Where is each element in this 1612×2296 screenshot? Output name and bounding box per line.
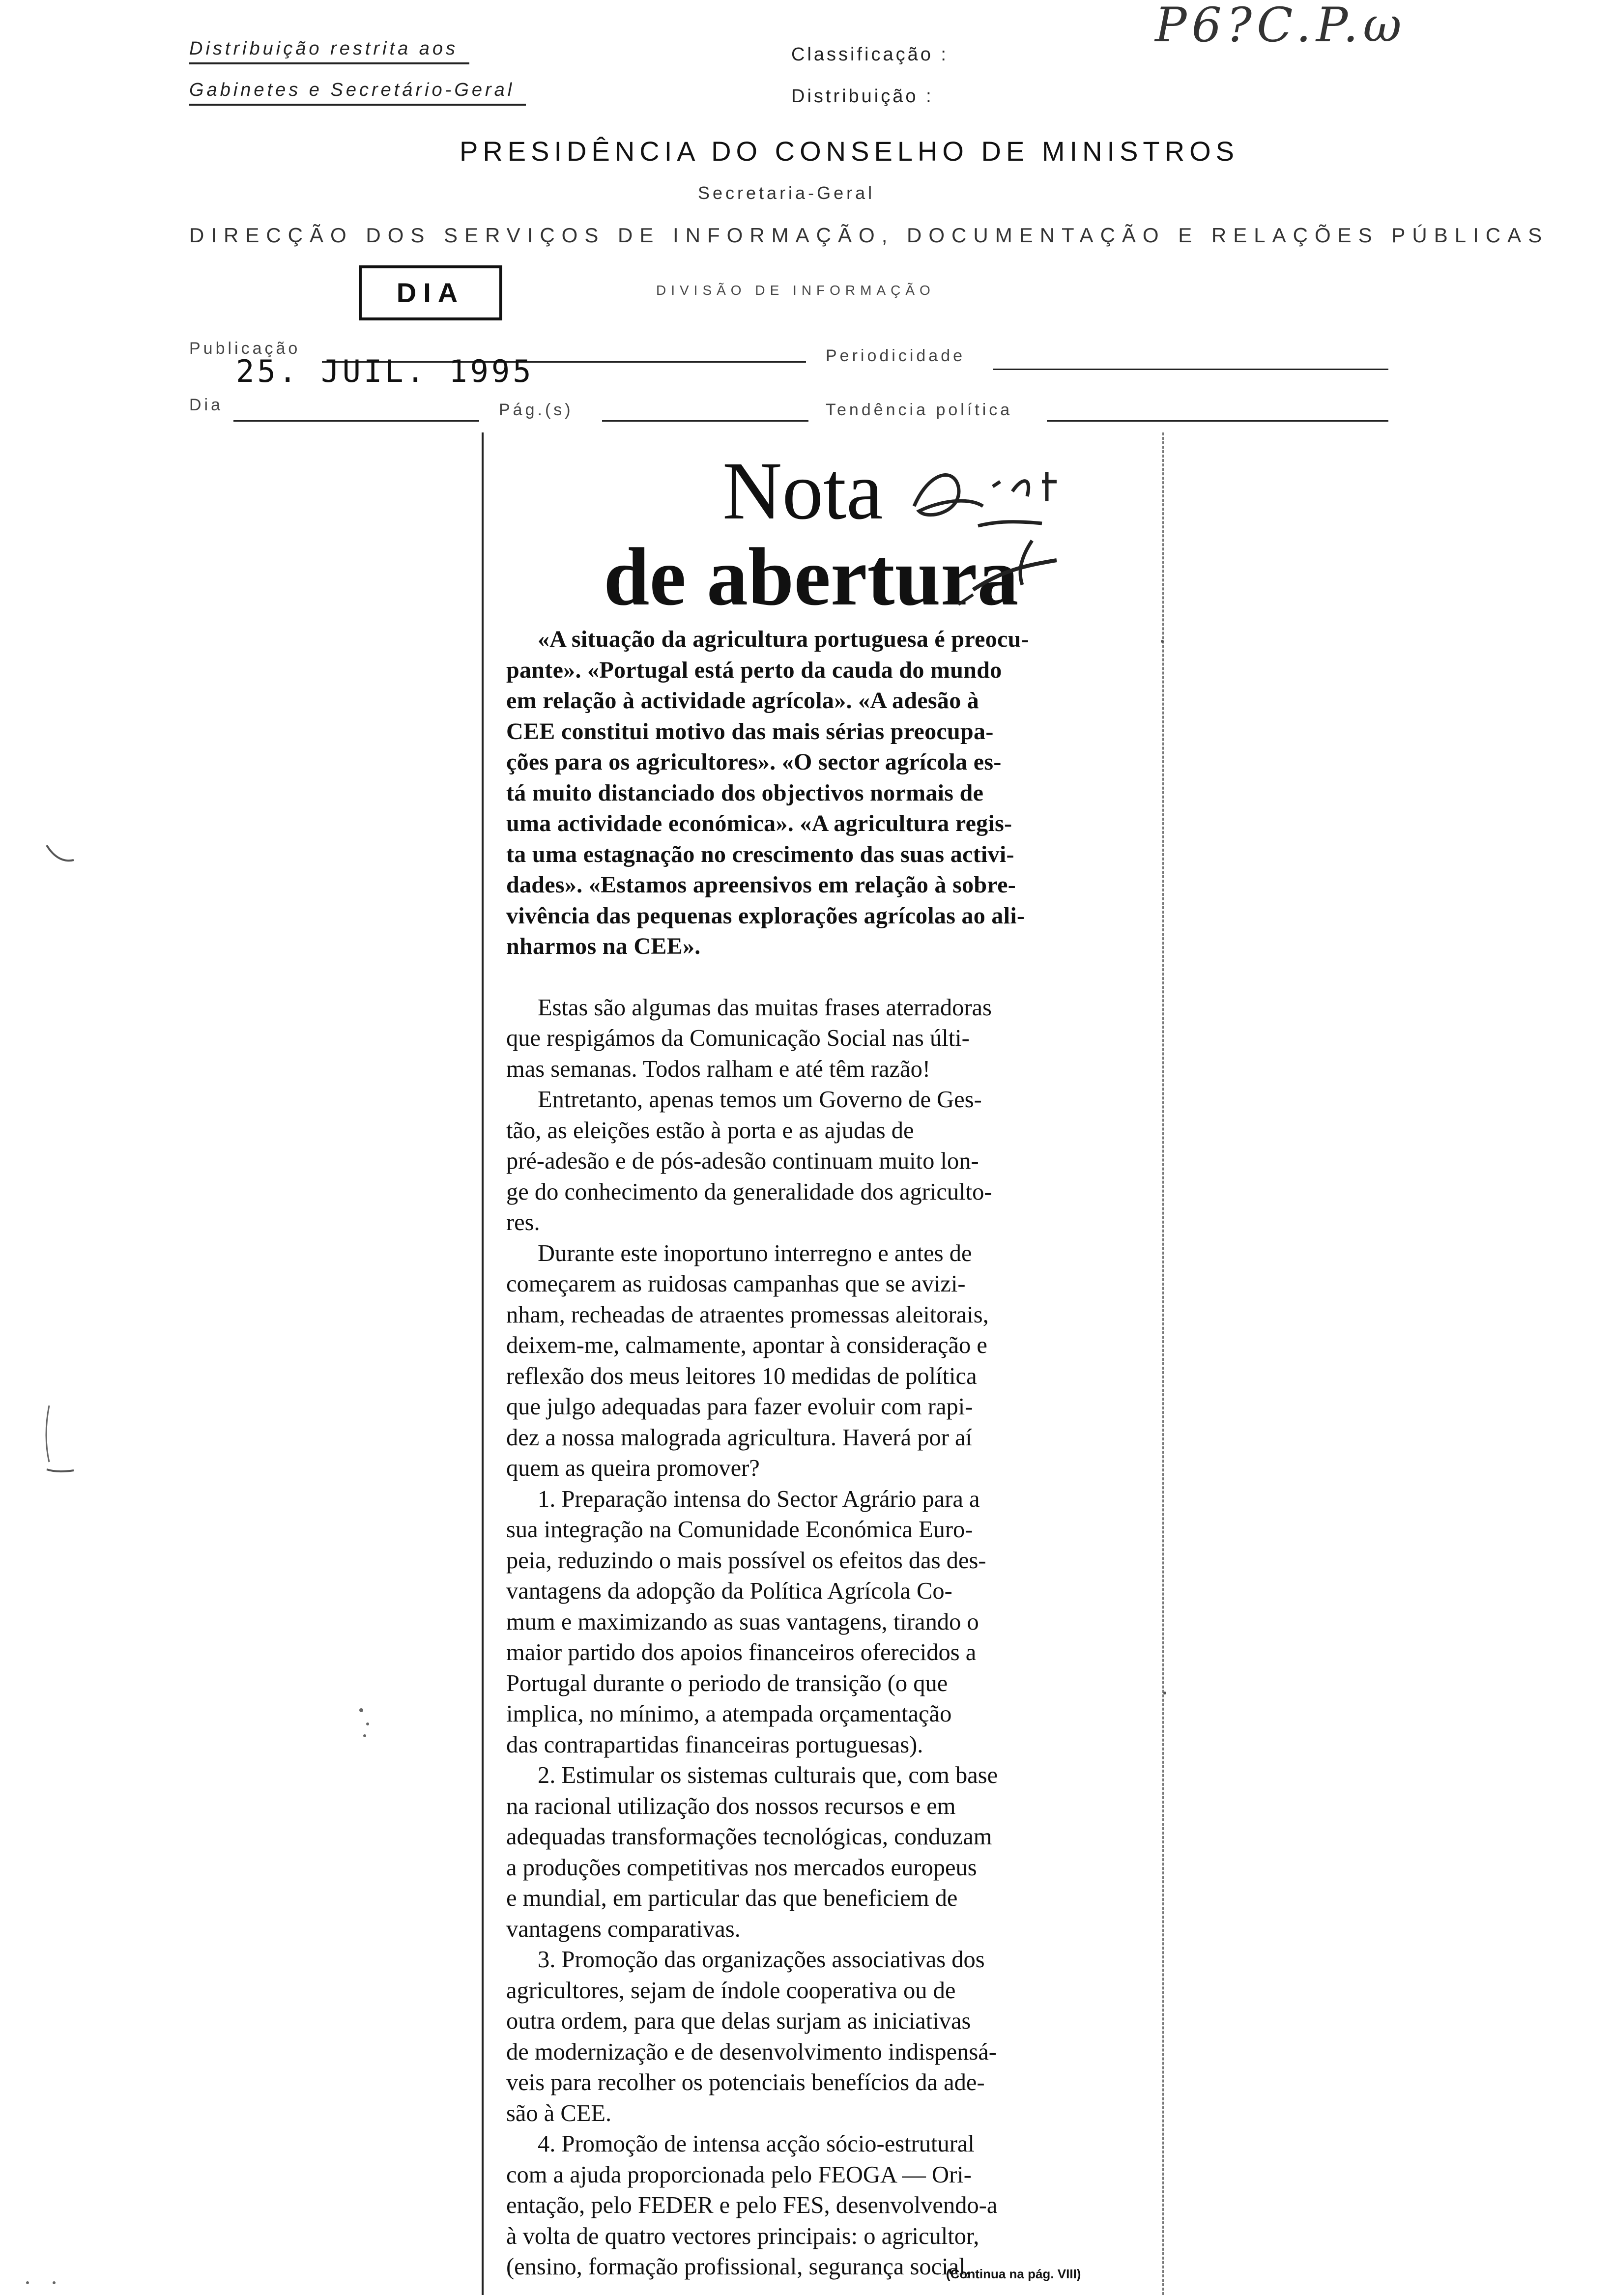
- text-line: tão, as eleições estão à porta e as ajudas de: [506, 1117, 914, 1144]
- division-label: DIVISÃO DE INFORMAÇÃO: [656, 283, 935, 298]
- text-line: Entretanto, apenas temos um Governo de Ges-: [538, 1087, 982, 1113]
- classification-label: Classificação :: [791, 44, 949, 65]
- text-line: implica, no mínimo, a atempada orçamentação: [506, 1701, 952, 1727]
- headline-line2: de abertura: [604, 531, 1019, 623]
- text-line: das contrapartidas financeiras portuguesas).: [506, 1731, 923, 1758]
- text-line: nham, recheadas de atraentes promessas aleitorais,: [506, 1301, 989, 1328]
- text-line: 2. Estimular os sistemas culturais que, com base: [538, 1762, 998, 1788]
- text-line: veis para recolher os potenciais benefícios da ade-: [506, 2069, 985, 2095]
- publication-label: Publicação: [189, 339, 301, 358]
- distribution-note-line1: Distribuição restrita aos: [189, 38, 469, 64]
- text-line: adequadas transformações tecnológicas, conduzam: [506, 1824, 992, 1850]
- page-label: Pág.(s): [499, 401, 574, 419]
- text-line: vantagens da adopção da Política Agrícola Co-: [506, 1578, 952, 1604]
- handwritten-reference: P6?C.P.ω: [1155, 0, 1407, 53]
- text-line: Durante este inoportuno interregno e antes de: [538, 1240, 972, 1266]
- text-line: são à CEE.: [506, 2100, 612, 2126]
- text-line: vivência das pequenas explorações agrícolas ao ali-: [506, 902, 1025, 929]
- headline-line1: Nota: [722, 445, 883, 537]
- text-line: nharmos na CEE».: [506, 933, 701, 959]
- text-line: ge do conhecimento da generalidade dos agriculto-: [506, 1178, 992, 1205]
- text-line: à volta de quatro vectores principais: o agricultor,: [506, 2223, 979, 2249]
- text-line: reflexão dos meus leitores 10 medidas de política: [506, 1363, 977, 1389]
- text-line: «A situação da agricultura portuguesa é preocu-: [538, 626, 1029, 652]
- text-line: pante». «Portugal está perto da cauda do mundo: [506, 657, 1002, 683]
- text-line: sua integração na Comunidade Económica Euro-: [506, 1517, 973, 1543]
- text-line: deixem-me, calmamente, apontar à consideração e: [506, 1332, 987, 1358]
- text-line: 3. Promoção das organizações associativas dos: [538, 1947, 985, 1973]
- publication-box: DIA: [359, 265, 502, 320]
- text-line: tá muito distanciado dos objectivos normais de: [506, 779, 984, 806]
- text-line: que julgo adequadas para fazer evoluir com rapi-: [506, 1394, 973, 1420]
- directorate-title: DIRECÇÃO DOS SERVIÇOS DE INFORMAÇÃO, DOCUMENTAÇÃO E RELAÇÕES PÚBLICAS: [189, 224, 1549, 247]
- text-line: a produções competitivas nos mercados europeus: [506, 1854, 977, 1881]
- text-line: de modernização e de desenvolvimento indispensá-: [506, 2038, 997, 2065]
- text-line: outra ordem, para que delas surjam as iniciativas: [506, 2008, 971, 2034]
- text-line: ta uma estagnação no crescimento das suas activi-: [506, 841, 1014, 867]
- text-line: na racional utilização dos nossos recursos e em: [506, 1793, 956, 1819]
- text-line: Portugal durante o periodo de transição (o que: [506, 1670, 948, 1696]
- text-line: (ensino, formação profissional, segurança social,: [506, 2254, 972, 2280]
- text-line: Estas são algumas das muitas frases aterradoras: [538, 994, 992, 1021]
- text-line: 4. Promoção de intensa acção sócio-estrutural: [538, 2131, 975, 2157]
- secretariat-subtitle: Secretaria-Geral: [698, 183, 875, 203]
- text-line: CEE constitui motivo das mais sérias preocupa-: [506, 718, 994, 745]
- text-line: pré-adesão e de pós-adesão continuam muito lon-: [506, 1148, 979, 1174]
- text-line: começarem as ruidosas campanhas que se avizi-: [506, 1271, 966, 1297]
- text-line: agricultores, sejam de índole cooperativa ou de: [506, 1977, 956, 2004]
- political-tendency-label: Tendência política: [826, 401, 1013, 419]
- text-line: mas semanas. Todos ralham e até têm razão!: [506, 1056, 930, 1082]
- distribution-note-line2: Gabinetes e Secretário-Geral: [189, 80, 526, 106]
- text-line: res.: [506, 1209, 540, 1235]
- continuation-note: (Continua na pág. VIII): [946, 2267, 1081, 2281]
- text-line: peia, reduzindo o mais possível os efeitos das des-: [506, 1547, 986, 1574]
- text-line: que respigámos da Comunicação Social nas últi-: [506, 1025, 970, 1051]
- periodicity-label: Periodicidade: [826, 346, 966, 365]
- text-line: com a ajuda proporcionada pelo FEOGA — Ori-: [506, 2161, 972, 2188]
- text-line: ções para os agricultores». «O sector agrícola es-: [506, 749, 1002, 775]
- text-line: entação, pelo FEDER e pelo FES, desenvolvendo-a: [506, 2192, 998, 2218]
- presidency-title: PRESIDÊNCIA DO CONSELHO DE MINISTROS: [460, 136, 1239, 167]
- text-line: uma actividade económica». «A agricultura regis-: [506, 810, 1012, 836]
- text-line: vantagens comparativas.: [506, 1916, 741, 1942]
- distribution-label: Distribuição :: [791, 86, 934, 107]
- date-stamp: 25. JUIL. 1995: [236, 353, 534, 389]
- text-line: quem as queira promover?: [506, 1455, 760, 1481]
- day-label: Dia: [189, 396, 224, 414]
- text-line: dades». «Estamos apreensivos em relação à sobre-: [506, 872, 1016, 898]
- text-line: mum e maximizando as suas vantagens, tirando o: [506, 1608, 979, 1635]
- text-line: maior partido dos apoios financeiros oferecidos a: [506, 1639, 977, 1665]
- text-line: em relação à actividade agrícola». «A adesão à: [506, 688, 979, 714]
- text-line: 1. Preparação intensa do Sector Agrário para a: [538, 1486, 980, 1512]
- text-line: dez a nossa malograda agricultura. Haverá por aí: [506, 1424, 972, 1451]
- text-line: e mundial, em particular das que beneficiem de: [506, 1885, 958, 1911]
